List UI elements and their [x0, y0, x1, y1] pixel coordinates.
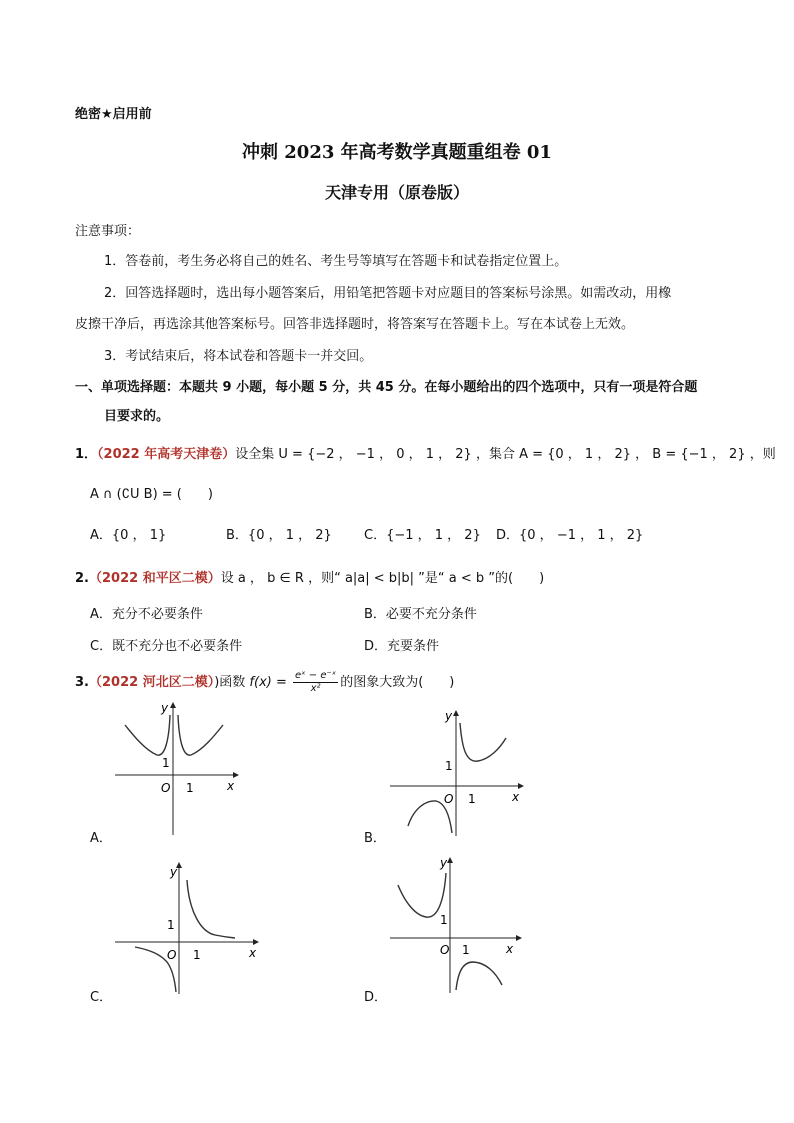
note-item-3: 3．考试结束后，将本试卷和答题卡一并交回。 — [104, 349, 373, 364]
y-axis-label: y — [445, 709, 453, 723]
graph-c — [115, 862, 260, 997]
origin-label: O — [444, 792, 454, 806]
origin-label: O — [167, 948, 177, 962]
fraction — [293, 670, 338, 695]
notes-heading: 注意事项： — [75, 224, 141, 239]
question-text: )函数 — [214, 675, 246, 690]
option-a[interactable]: A．{0 ， 1} — [90, 528, 167, 543]
function-name: f(x) = — [249, 675, 287, 690]
axis-tick-label: 1 — [445, 759, 453, 773]
option-b[interactable]: B．必要不充分条件 — [364, 607, 477, 622]
option-a[interactable]: A．充分不必要条件 — [90, 607, 203, 622]
question-3-stem — [75, 670, 454, 695]
exam-title: 冲刺 2023 年高考数学真题重组卷 01 — [242, 142, 552, 163]
graph-b — [390, 708, 525, 838]
exam-subtitle: 天津专用（原卷版） — [324, 183, 469, 202]
axis-tick-label: 1 — [193, 948, 201, 962]
option-d[interactable]: D．{0 ， −1 ， 1 ， 2} — [496, 528, 644, 543]
axis-tick-label: 1 — [440, 913, 448, 927]
graph-d — [390, 855, 525, 995]
note-item-2: 2．回答选择题时，选出每小题答案后，用铅笔把答题卡对应题目的答案标号涂黑。如需改动，用橡 — [104, 286, 672, 301]
option-d[interactable]: D．充要条件 — [364, 639, 440, 654]
axis-tick-label: 1 — [186, 781, 194, 795]
option-c[interactable]: C．{−1 ， 1 ， 2} — [364, 528, 481, 543]
question-2-stem — [75, 567, 544, 586]
section-heading: 一、单项选择题：本题共 9 小题，每小题 5 分，共 45 分。在每小题给出的四个选项中，只有一项是符合题 — [75, 380, 698, 395]
x-axis-label: x — [227, 779, 235, 793]
x-axis-label: x — [512, 790, 520, 804]
section-heading-cont: 目要求的。 — [104, 409, 170, 424]
graph-a — [115, 700, 240, 840]
axis-tick-label: 1 — [462, 943, 470, 957]
question-source: （2022 和平区二模） — [88, 571, 221, 586]
option-b[interactable]: B．{0 ， 1 ， 2} — [226, 528, 332, 543]
confidential-label: 绝密★启用前 — [75, 107, 152, 122]
x-axis-label: x — [506, 942, 514, 956]
question-number: 3. — [75, 675, 89, 690]
note-item-2-cont: 皮擦干净后，再选涂其他答案标号。回答非选择题时，将答案写在答题卡上。写在本试卷上无效。 — [75, 317, 635, 332]
fraction-denominator: x² — [310, 683, 321, 694]
question-number: 2. — [75, 571, 89, 586]
note-item-1: 1．答卷前，考生务必将自己的姓名、考生号等填写在答题卡和试卷指定位置上。 — [104, 254, 568, 269]
origin-label: O — [161, 781, 171, 795]
y-axis-label: y — [170, 865, 178, 879]
question-source: （2022 河北区二模） — [88, 675, 215, 690]
question-1-expression: A ∩ (∁U B) = ( ) — [90, 487, 213, 502]
question-text: 设 a ， b ∈ R ，则“ a|a| < b|b| ”是“ a < b ”的( ) — [220, 571, 545, 586]
axis-tick-label: 1 — [162, 756, 170, 770]
question-source: （2022 年高考天津卷） — [97, 447, 236, 462]
fraction-numerator: eˣ − e⁻ˣ — [295, 670, 337, 681]
option-b[interactable]: B． — [364, 831, 386, 846]
y-axis-label: y — [440, 856, 448, 870]
axis-tick-label: 1 — [167, 918, 175, 932]
option-c[interactable]: C．既不充分也不必要条件 — [90, 639, 243, 654]
x-axis-label: x — [249, 946, 257, 960]
axis-tick-label: 1 — [468, 792, 476, 806]
option-d[interactable]: D． — [364, 990, 388, 1005]
option-c[interactable]: C． — [90, 990, 113, 1005]
origin-label: O — [440, 943, 450, 957]
question-text: 的图象大致为( ) — [340, 675, 455, 690]
y-axis-label: y — [161, 701, 169, 715]
question-text: 设全集 U = {−2 ， −1 ， 0 ， 1 ， 2} ，集合 A = {0 ， 1 ， 2} ， B = {−1 ， 2} ，则 — [235, 447, 776, 462]
question-1-stem — [75, 443, 776, 462]
option-a[interactable]: A． — [90, 831, 112, 846]
question-number: 1． — [75, 447, 98, 462]
